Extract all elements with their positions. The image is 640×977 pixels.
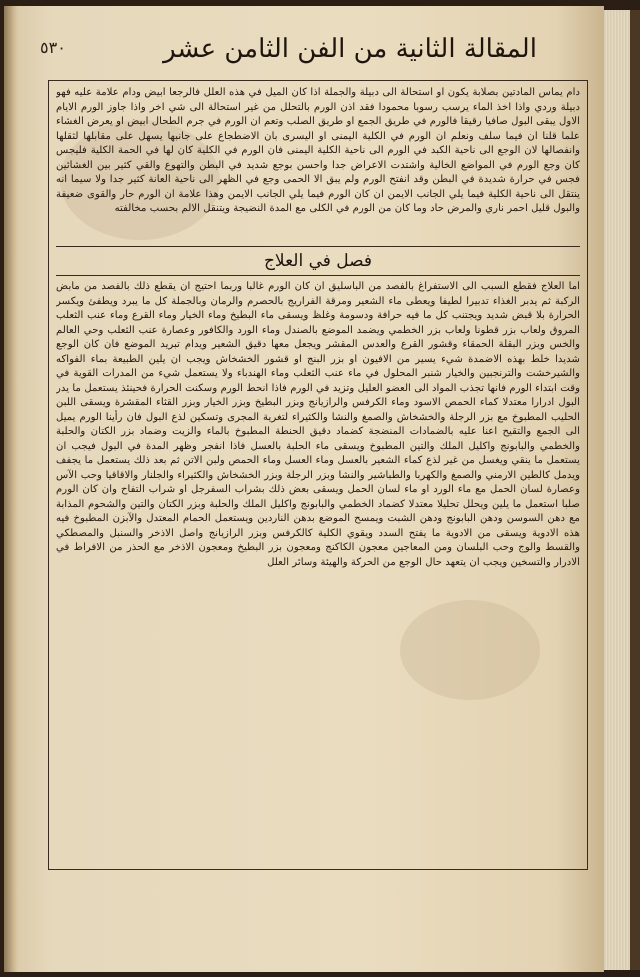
page-edges-shade — [630, 10, 640, 970]
page-gutter — [4, 6, 18, 972]
section-heading-box — [56, 246, 580, 276]
page-header — [40, 34, 580, 74]
paragraph-1: دام يماس المادتين بصلابة يكون او استحالة الى دبيلة والجملة اذا كان الميل في هذه العلل فالرجعا ابيض ودام علامة عليه فهو دبيلة وردي واذا اخذ الماء يرسب رسوبا محمودا فقد اذن الورم بالتحلل من غير استحالة الى شي اخر واذا جاوز الورم الايام الاول يبقى البول صافيا رقيقا فالورم في طريق الجمع او طريق الصلب وتعم ان الورم في جرم الطحال ابيض او يعرض الغشاء علما قلنا ان فيما سلف ونعلم ان الورم في الكلية اليمنى او اليسرى بان الاضطجاع على جانبها يسهل على مقابلها لثقلها وانفصالها لان الوجع الى ناحية الكبد في الورم الى ناحية الكلية اليمنى فان الورم في الكلية كان لها في الحمة الكلية فليجس كان وجع الورم في المواضع الخالية واشتدت الاعراض جدا واحسن بوجع شديد في البطن والتهوع والقي كثير بين الغشائين فجس في حرارة شديدة في البطن وقد انفتح الورم ولم يبق الا الحمى وجع في الظهر الى ناحية العانة كثير جدا ولا سيما انه ينتقل الى ناحية الكلية فيما يلي الجانب الايمن ان كان الورم فيما يلي الجانب الايمن وهذا علامة ان الورم حار والقوى ضعيفة والبول قليل احمر ناري والمرض حاد وما كان من الورم في الكلى مع المدة النضيجة ويتنقل الالم بحسب مخالفته — [56, 87, 580, 214]
section-heading: فصل في العلاج — [263, 251, 373, 271]
page-number: ٥٣٠ — [40, 38, 66, 57]
running-title: المقالة الثانية من الفن الثامن عشر — [163, 34, 537, 64]
paragraph-2: اما العلاج فقطع السبب الى الاستفراغ بالفصد من الباسليق ان كان الورم غالبا وربما احتيج ان يقطع ذلك بالفصد من مابض الركبة ثم يدبر الغذاء تدبيرا لطيفا ويعطى ماء الشعير ومرقة الفراريج بالحصرم والرمان وبالجملة كل ما يبرد ويطفئ ويكسر الحرارة بلا قبض شديد ويجتنب كل ما فيه حرافة ودسومة وغلظ ويسقى ماء البطيخ وماء الخيار وماء القرع وماء عنب الثعلب المروق ولعاب بزر قطونا ولعاب بزر الخطمي ويضمد الموضع بالصندل وماء الورد والكافور وعصارة عنب الثعلب وحي العالم والخس وبزر البقلة الحمقاء وقشور القرع والعدس المقشر ويجعل معها دقيق الشعير ويدام تبريد الموضع فان كان الوجع شديدا خلط بهذه الاضمدة شيء يسير من الافيون او بزر البنج او قشور الخشخاش ويجب ان يلين الطبيعة بماء الفواكه والشيرخشت والترنجبين والخيار شنبر المحلول في ماء عنب الثعلب وماء الهندباء ولا يستعمل شيء من المدرات القوية في وقت ابتداء الورم فانها تجذب المواد الى العضو العليل وتزيد في الورم فاذا انحط الورم وسكنت الحرارة فحينئذ يستعمل ما يدر البول ادرارا معتدلا كماء الحمص الاسود وماء الكرفس والرازيانج وبزر البطيخ وبزر الخيار وبزر القثاء المقشرة ويسقى اللبن الحليب المطبوخ مع بزر الرجلة والخشخاش والصمغ والنشا والكثيراء لتغرية المجرى وتسكين لذع البول فان رأينا الورم يميل الى الجمع والتقيح اعنا عليه بالضمادات المنضجة كضماد دقيق الحنطة المطبوخ بالماء والزيت وضماد بزر الكتان والحلبة والخطمي والبابونج واكليل الملك والتين المطبوخ ويسقى ماء الحلبة بالعسل فاذا انفجر وظهر المدة في البول فيجب ان يستعمل ما ينقي ويغسل من غير لذع كماء الشعير بالعسل وماء العسل وماء الحمص ولبن الاتن ثم بعد ذلك يستعمل ما يجفف ويدمل كالطين الارمني والصمغ والكهربا والطباشير والنشا وبزر الرجلة وبزر الخشخاش والكثيراء والجلنار والاقاقيا وحب الآس وعصارة لسان الحمل مع ماء الورد او ماء لسان الحمل ويسقى بعض ذلك بشراب السفرجل او شراب التفاح وان كان الورم صلبا استعمل ما يلين ويحلل تحليلا معتدلا كضماد الخطمي والبابونج واكليل الملك والحلبة وبزر الكتان والتين والشحوم المذابة مع دهن السوسن ودهن البابونج ودهن الشبت ويمسح الموضع بدهن الناردين ويستعمل الحمام المعتدل والآبزن المطبوخ فيه هذه الادوية ويسقى من الادوية ما يفتح السدد ويقوي الكلية كالكرفس وبزر الرازيانج واصل الاذخر والسنبل والمصطكي والقسط والوج وحب البلسان ومن المعاجين معجون الكاكنج ومعجون بزر البطيخ ومعجون الاذخر مع الحذر من الافراط في الادرار والتسخين ويجب ان يتعهد حال الوجع من الحركة والهيئة وسائر العلل — [56, 281, 580, 568]
